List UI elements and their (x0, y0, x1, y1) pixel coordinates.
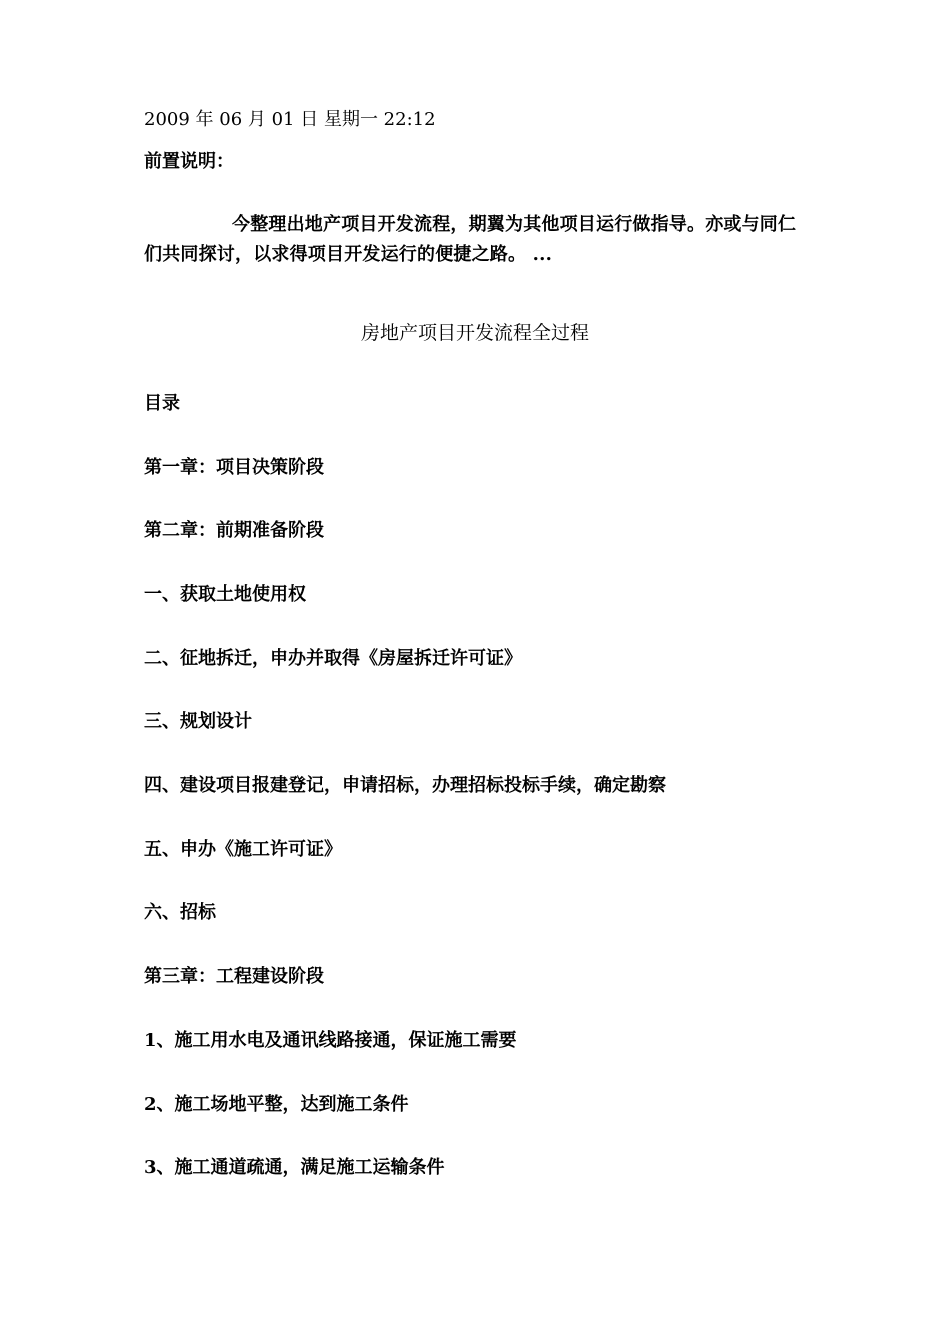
preface-body: 今整理出地产项目开发流程，期翼为其他项目运行做指导。亦或与同仁们共同探讨，以求得项目开发运行的便捷之路。 ... (144, 214, 797, 265)
toc-entry: 六、招标 (144, 902, 216, 923)
toc-entry: 一、获取土地使用权 (144, 584, 306, 605)
toc-entry: 五、申办《施工许可证》 (144, 839, 342, 860)
toc-entry: 第二章：前期准备阶段 (144, 520, 324, 541)
toc-entry: 四、建设项目报建登记，申请招标，办理招标投标手续，确定勘察 (144, 775, 666, 796)
toc-label: 目录 (144, 393, 180, 414)
toc-entry: 1、施工用水电及通讯线路接通，保证施工需要 (144, 1030, 517, 1051)
toc-entry: 2、施工场地平整，达到施工条件 (144, 1094, 409, 1115)
toc-entry: 第三章：工程建设阶段 (144, 966, 324, 987)
toc-entry: 三、规划设计 (144, 711, 252, 732)
document-title: 房地产项目开发流程全过程 (360, 322, 589, 344)
post-datetime: 2009 年 06 月 01 日 星期一 22:12 (144, 109, 436, 130)
toc-entry: 第一章：项目决策阶段 (144, 457, 324, 478)
preface-label: 前置说明： (144, 151, 234, 172)
toc-entry: 二、征地拆迁，申办并取得《房屋拆迁许可证》 (144, 648, 522, 669)
toc-entry: 3、施工通道疏通，满足施工运输条件 (144, 1157, 445, 1178)
